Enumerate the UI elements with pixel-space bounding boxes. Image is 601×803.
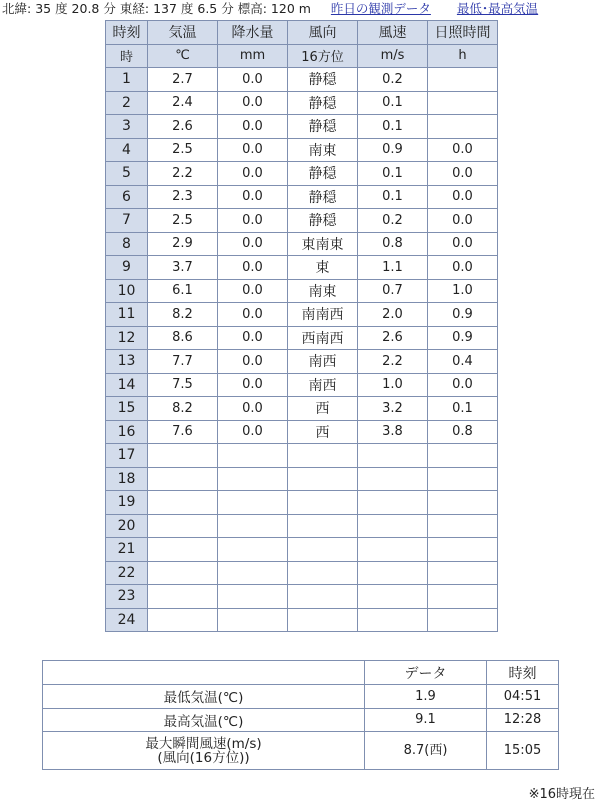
sunshine-cell: 0.0: [428, 138, 498, 162]
longitude-label: 東経:: [119, 1, 150, 16]
table-row: [106, 514, 498, 538]
hour-cell: 1: [106, 68, 148, 92]
hour-cell: 3: [106, 115, 148, 139]
sunshine-cell: [428, 491, 498, 515]
precipitation-cell: [218, 491, 288, 515]
hour-cell: 4: [106, 138, 148, 162]
temperature-cell: 2.3: [148, 185, 218, 209]
hour-cell: 22: [106, 561, 148, 585]
precipitation-cell: 0.0: [218, 256, 288, 280]
precipitation-cell: 0.0: [218, 68, 288, 92]
wind-speed-cell: 0.1: [358, 115, 428, 139]
header-wind-direction: 風向: [288, 21, 358, 45]
wind-direction-cell: [288, 585, 358, 609]
wind-direction-cell: 東: [288, 256, 358, 280]
wind-speed-cell: [358, 585, 428, 609]
wind-direction-cell: [288, 491, 358, 515]
max-gust-label-line2: (風向(16方位)): [157, 749, 250, 766]
yesterday-data-link[interactable]: 昨日の観測データ: [330, 1, 431, 16]
table-row: [106, 608, 498, 632]
wind-direction-cell: 西: [288, 397, 358, 421]
header-wind-speed: 風速: [358, 21, 428, 45]
wind-speed-cell: [358, 444, 428, 468]
table-row: [106, 491, 498, 515]
wind-speed-cell: [358, 467, 428, 491]
latitude-label: 北緯:: [2, 1, 32, 16]
precipitation-cell: 0.0: [218, 350, 288, 374]
max-gust-value: 8.7(西): [365, 732, 487, 770]
hour-cell: 6: [106, 185, 148, 209]
header-sunshine: 日照時間: [428, 21, 498, 45]
table-row: [106, 467, 498, 491]
sunshine-cell: 0.9: [428, 326, 498, 350]
temperature-cell: [148, 538, 218, 562]
station-info-bar: [2, 0, 600, 18]
wind-direction-cell: 静穏: [288, 115, 358, 139]
hour-cell: 18: [106, 467, 148, 491]
header-temperature: 気温: [148, 21, 218, 45]
precipitation-cell: [218, 467, 288, 491]
sunshine-cell: 0.1: [428, 397, 498, 421]
hour-cell: 20: [106, 514, 148, 538]
wind-speed-cell: 0.1: [358, 91, 428, 115]
sunshine-cell: [428, 608, 498, 632]
sunshine-cell: [428, 585, 498, 609]
wind-direction-cell: [288, 538, 358, 562]
summary-row-max-gust: [43, 732, 559, 770]
wind-direction-cell: 静穏: [288, 185, 358, 209]
table-row: [106, 585, 498, 609]
temperature-cell: [148, 467, 218, 491]
wind-speed-cell: [358, 538, 428, 562]
sunshine-cell: 0.4: [428, 350, 498, 374]
wind-direction-cell: 南西: [288, 373, 358, 397]
summary-row-max-temp: [43, 708, 559, 732]
elevation-value: 120 m: [270, 1, 311, 16]
wind-speed-cell: [358, 608, 428, 632]
precipitation-cell: 0.0: [218, 303, 288, 327]
precipitation-cell: 0.0: [218, 373, 288, 397]
sunshine-cell: [428, 561, 498, 585]
wind-direction-cell: 静穏: [288, 68, 358, 92]
sunshine-cell: 0.0: [428, 185, 498, 209]
wind-direction-cell: [288, 444, 358, 468]
summary-header-data: データ: [365, 661, 487, 685]
max-gust-time: 15:05: [487, 732, 559, 770]
hourly-observation-table: [105, 20, 498, 632]
wind-direction-cell: 南南西: [288, 303, 358, 327]
min-max-temp-link[interactable]: 最低･最高気温: [456, 1, 539, 16]
temperature-cell: [148, 585, 218, 609]
sunshine-cell: [428, 538, 498, 562]
sunshine-cell: 0.9: [428, 303, 498, 327]
units-row: [106, 44, 498, 68]
sunshine-cell: [428, 467, 498, 491]
wind-speed-cell: [358, 561, 428, 585]
wind-direction-cell: 東南東: [288, 232, 358, 256]
table-row: [106, 350, 498, 374]
wind-speed-cell: 0.7: [358, 279, 428, 303]
hour-cell: 16: [106, 420, 148, 444]
table-row: [106, 397, 498, 421]
temperature-cell: 2.2: [148, 162, 218, 186]
sunshine-cell: 0.0: [428, 256, 498, 280]
hour-cell: 5: [106, 162, 148, 186]
temperature-cell: 2.9: [148, 232, 218, 256]
table-row: [106, 444, 498, 468]
latitude-value: 35 度 20.8 分: [35, 1, 116, 16]
wind-speed-cell: 0.2: [358, 209, 428, 233]
temperature-cell: 7.7: [148, 350, 218, 374]
temperature-cell: [148, 561, 218, 585]
hour-cell: 10: [106, 279, 148, 303]
wind-speed-cell: 0.1: [358, 185, 428, 209]
hour-cell: 19: [106, 491, 148, 515]
precipitation-cell: 0.0: [218, 232, 288, 256]
wind-speed-cell: 1.0: [358, 373, 428, 397]
precipitation-cell: [218, 514, 288, 538]
max-temp-label: 最高気温(℃): [43, 708, 365, 732]
wind-speed-cell: 0.2: [358, 68, 428, 92]
table-row: [106, 91, 498, 115]
precipitation-cell: [218, 444, 288, 468]
precipitation-cell: 0.0: [218, 138, 288, 162]
hour-cell: 11: [106, 303, 148, 327]
table-row: [106, 326, 498, 350]
wind-direction-cell: [288, 561, 358, 585]
table-row: [106, 232, 498, 256]
wind-direction-cell: 南東: [288, 279, 358, 303]
temperature-cell: 8.2: [148, 303, 218, 327]
summary-header-row: [43, 661, 559, 685]
wind-direction-cell: 静穏: [288, 162, 358, 186]
unit-celsius: ℃: [148, 44, 218, 68]
table-row: [106, 138, 498, 162]
table-row: [106, 373, 498, 397]
summary-header-blank: [43, 661, 365, 685]
wind-speed-cell: 2.2: [358, 350, 428, 374]
table-row: [106, 256, 498, 280]
wind-speed-cell: 3.8: [358, 420, 428, 444]
wind-speed-cell: 1.1: [358, 256, 428, 280]
temperature-cell: 2.5: [148, 138, 218, 162]
temperature-cell: 6.1: [148, 279, 218, 303]
wind-speed-cell: 0.9: [358, 138, 428, 162]
max-temp-time: 12:28: [487, 708, 559, 732]
hour-cell: 12: [106, 326, 148, 350]
wind-direction-cell: [288, 467, 358, 491]
wind-direction-cell: 静穏: [288, 91, 358, 115]
table-row: [106, 209, 498, 233]
precipitation-cell: 0.0: [218, 185, 288, 209]
max-gust-label: [43, 732, 365, 770]
hour-cell: 24: [106, 608, 148, 632]
wind-direction-cell: [288, 608, 358, 632]
table-row: [106, 420, 498, 444]
hour-cell: 2: [106, 91, 148, 115]
sunshine-cell: 1.0: [428, 279, 498, 303]
wind-direction-cell: 南西: [288, 350, 358, 374]
table-row: [106, 279, 498, 303]
wind-speed-cell: 3.2: [358, 397, 428, 421]
sunshine-cell: 0.8: [428, 420, 498, 444]
precipitation-cell: 0.0: [218, 91, 288, 115]
hour-cell: 23: [106, 585, 148, 609]
summary-row-min-temp: [43, 685, 559, 709]
temperature-cell: [148, 514, 218, 538]
wind-direction-cell: 静穏: [288, 209, 358, 233]
hour-cell: 9: [106, 256, 148, 280]
table-row: [106, 68, 498, 92]
precipitation-cell: [218, 608, 288, 632]
precipitation-cell: 0.0: [218, 397, 288, 421]
min-temp-label: 最低気温(℃): [43, 685, 365, 709]
elevation-label: 標高:: [237, 1, 267, 16]
header-time: 時刻: [106, 21, 148, 45]
unit-ms: m/s: [358, 44, 428, 68]
sunshine-cell: 0.0: [428, 209, 498, 233]
table-row: [106, 538, 498, 562]
temperature-cell: 2.6: [148, 115, 218, 139]
hour-cell: 14: [106, 373, 148, 397]
hour-cell: 13: [106, 350, 148, 374]
unit-h: h: [428, 44, 498, 68]
precipitation-cell: 0.0: [218, 326, 288, 350]
wind-speed-cell: 0.1: [358, 162, 428, 186]
temperature-cell: [148, 444, 218, 468]
precipitation-cell: 0.0: [218, 115, 288, 139]
current-time-footnote: ※16時現在: [528, 787, 595, 802]
temperature-cell: 8.6: [148, 326, 218, 350]
temperature-cell: [148, 608, 218, 632]
sunshine-cell: [428, 91, 498, 115]
hour-cell: 21: [106, 538, 148, 562]
wind-speed-cell: [358, 514, 428, 538]
precipitation-cell: [218, 585, 288, 609]
wind-direction-cell: 南東: [288, 138, 358, 162]
hour-cell: 15: [106, 397, 148, 421]
sunshine-cell: [428, 444, 498, 468]
wind-direction-cell: 西南西: [288, 326, 358, 350]
wind-speed-cell: 2.6: [358, 326, 428, 350]
precipitation-cell: [218, 538, 288, 562]
longitude-value: 137 度 6.5 分: [153, 1, 234, 16]
precipitation-cell: 0.0: [218, 420, 288, 444]
unit-direction: 16方位: [288, 44, 358, 68]
temperature-cell: 2.4: [148, 91, 218, 115]
sunshine-cell: [428, 514, 498, 538]
unit-mm: mm: [218, 44, 288, 68]
temperature-cell: 7.6: [148, 420, 218, 444]
temperature-cell: 2.5: [148, 209, 218, 233]
max-gust-label-line1: 最大瞬間風速(m/s): [145, 735, 262, 752]
precipitation-cell: 0.0: [218, 279, 288, 303]
precipitation-cell: 0.0: [218, 162, 288, 186]
min-temp-time: 04:51: [487, 685, 559, 709]
sunshine-cell: 0.0: [428, 373, 498, 397]
precipitation-cell: 0.0: [218, 209, 288, 233]
wind-direction-cell: [288, 514, 358, 538]
hour-cell: 8: [106, 232, 148, 256]
wind-speed-cell: 2.0: [358, 303, 428, 327]
temperature-cell: 3.7: [148, 256, 218, 280]
sunshine-cell: 0.0: [428, 162, 498, 186]
table-row: [106, 303, 498, 327]
daily-summary-table: [42, 660, 559, 770]
table-row: [106, 185, 498, 209]
temperature-cell: 2.7: [148, 68, 218, 92]
hour-cell: 7: [106, 209, 148, 233]
summary-header-time: 時刻: [487, 661, 559, 685]
wind-direction-cell: 西: [288, 420, 358, 444]
sunshine-cell: 0.0: [428, 232, 498, 256]
table-row: [106, 162, 498, 186]
sunshine-cell: [428, 115, 498, 139]
sunshine-cell: [428, 68, 498, 92]
table-row: [106, 561, 498, 585]
temperature-cell: 7.5: [148, 373, 218, 397]
table-row: [106, 115, 498, 139]
unit-hour: 時: [106, 44, 148, 68]
max-temp-value: 9.1: [365, 708, 487, 732]
temperature-cell: 8.2: [148, 397, 218, 421]
header-row: [106, 21, 498, 45]
temperature-cell: [148, 491, 218, 515]
min-temp-value: 1.9: [365, 685, 487, 709]
wind-speed-cell: [358, 491, 428, 515]
wind-speed-cell: 0.8: [358, 232, 428, 256]
header-precipitation: 降水量: [218, 21, 288, 45]
precipitation-cell: [218, 561, 288, 585]
hour-cell: 17: [106, 444, 148, 468]
